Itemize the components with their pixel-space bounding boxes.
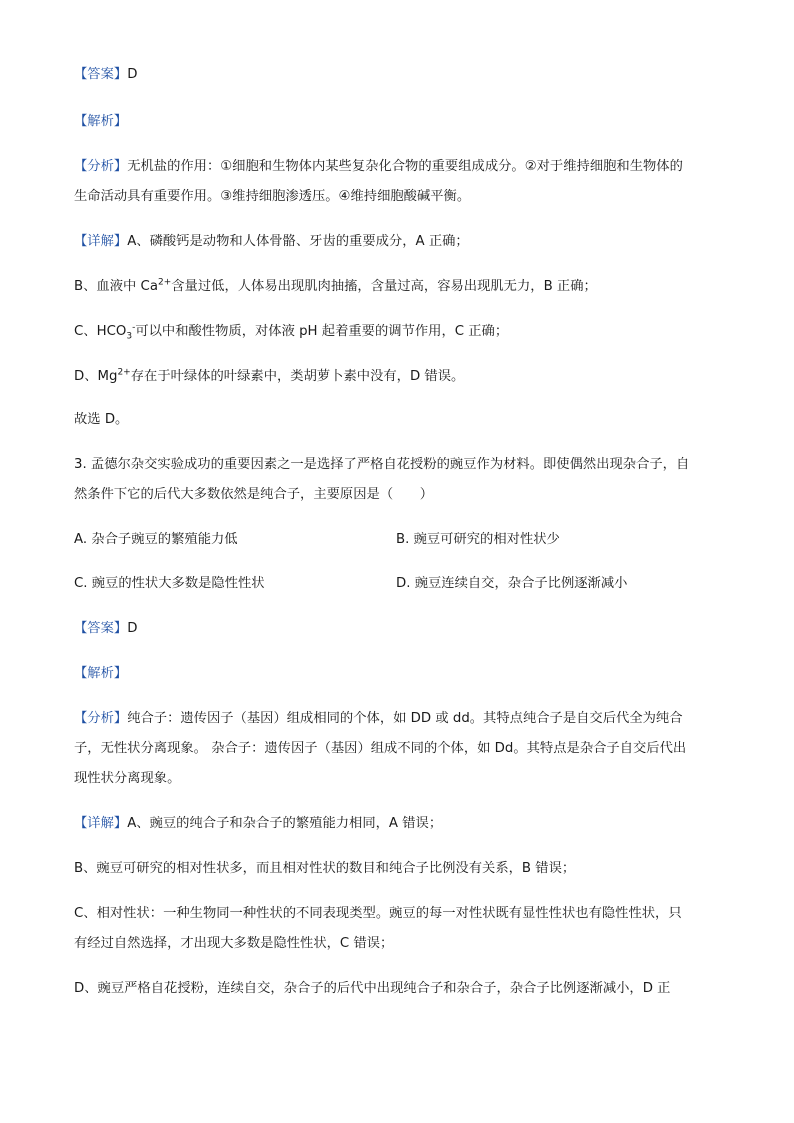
q3-detail-c-line-1 — [74, 905, 724, 923]
q2-analysis-line — [74, 113, 724, 131]
q3-detail-c-line-2 — [74, 935, 724, 953]
answer-value: D — [127, 67, 138, 82]
option-c: C. 豌豆的性状大多数是隐性性状 — [74, 576, 265, 591]
q3-answer-line — [74, 620, 724, 638]
q3-stem-line-1 — [74, 456, 724, 474]
option-b: B. 豌豆可研究的相对性状少 — [396, 532, 560, 547]
detail-text: B、豌豆可研究的相对性状多，而且相对性状的数目和纯合子比例没有关系，B 错误； — [74, 861, 576, 876]
detail-text: 含量过低，人体易出现肌肉抽搐，含量过高，容易出现肌无力，B 正确； — [171, 279, 597, 294]
q2-fenxi-line-1 — [74, 158, 724, 176]
superscript: 2+ — [117, 367, 131, 378]
q3-analysis-line — [74, 665, 724, 683]
answer-tag: 【答案】 — [74, 621, 128, 636]
detail-tag: 【详解】 — [74, 234, 128, 249]
fenxi-tag: 【分析】 — [74, 711, 128, 726]
fenxi-tag: 【分析】 — [74, 159, 128, 174]
option-d: D. 豌豆连续自交，杂合子比例逐渐减小 — [396, 576, 628, 591]
q2-conclusion — [74, 411, 724, 429]
q3-detail-b — [74, 860, 724, 878]
detail-text: C、相对性状：一种生物同一种性状的不同表现类型。豌豆的每一对性状既有显性性状也有隐性性状，只 — [74, 906, 682, 921]
detail-text: 存在于叶绿体的叶绿素中，类胡萝卜素中没有，D 错误。 — [130, 369, 465, 384]
analysis-tag: 【解析】 — [74, 666, 128, 681]
q3-fenxi-line-1 — [74, 710, 724, 728]
q3-detail-a — [74, 815, 724, 833]
fenxi-text: 生命活动具有重要作用。③维持细胞渗透压。④维持细胞酸碱平衡。 — [74, 189, 471, 204]
answer-value: D — [127, 621, 138, 636]
answer-tag: 【答案】 — [74, 67, 128, 82]
q3-detail-d — [74, 980, 724, 998]
q3-stem-line-2 — [74, 486, 724, 504]
q2-fenxi-line-2 — [74, 188, 724, 206]
detail-text: 可以中和酸性物质，对体液 pH 起着重要的调节作用，C 正确； — [135, 324, 509, 339]
detail-tag: 【详解】 — [74, 816, 128, 831]
question-stem: 然条件下它的后代大多数依然是纯合子，主要原因是（ ） — [74, 487, 434, 502]
detail-text: A、磷酸钙是动物和人体骨骼、牙齿的重要成分，A 正确； — [127, 234, 469, 249]
fenxi-text: 现性状分离现象。 — [74, 771, 181, 786]
fenxi-text: 无机盐的作用：①细胞和生物体内某些复杂化合物的重要组成成分。②对于维持细胞和生物体的 — [127, 159, 683, 174]
detail-text: A、豌豆的纯合子和杂合子的繁殖能力相同，A 错误； — [127, 816, 443, 831]
analysis-tag: 【解析】 — [74, 114, 128, 129]
detail-text: D、豌豆严格自花授粉，连续自交，杂合子的后代中出现纯合子和杂合子，杂合子比例逐渐减小，D 正 — [74, 981, 671, 996]
q2-detail-b — [74, 278, 724, 296]
superscript: - — [132, 322, 136, 333]
q2-answer-line — [74, 66, 724, 84]
superscript: 2+ — [157, 277, 172, 288]
q2-detail-a — [74, 233, 724, 251]
detail-text: 有经过自然选择，才出现大多数是隐性性状，C 错误； — [74, 936, 394, 951]
fenxi-text: 纯合子：遗传因子（基因）组成相同的个体，如 DD 或 dd。其特点纯合子是自交后代全为纯合 — [127, 711, 683, 726]
q2-detail-d — [74, 368, 724, 386]
q3-fenxi-line-2 — [74, 740, 724, 758]
conclusion-text: 故选 D。 — [74, 412, 129, 427]
fenxi-text: 子，无性状分离现象。 杂合子：遗传因子（基因）组成不同的个体，如 Dd。其特点是杂合子自交后代出 — [74, 741, 687, 756]
q2-detail-c — [74, 323, 724, 341]
detail-text: D、Mg — [74, 369, 118, 384]
option-a: A. 杂合子豌豆的繁殖能力低 — [74, 532, 238, 547]
detail-text: B、血液中 Ca — [74, 279, 158, 294]
q3-fenxi-line-3 — [74, 770, 724, 788]
detail-text: C、HCO — [74, 324, 127, 339]
subscript: 3 — [126, 331, 133, 342]
question-stem: 3. 孟德尔杂交实验成功的重要因素之一是选择了严格自花授粉的豌豆作为材料。即使偶然出现杂合子，自 — [74, 457, 690, 472]
